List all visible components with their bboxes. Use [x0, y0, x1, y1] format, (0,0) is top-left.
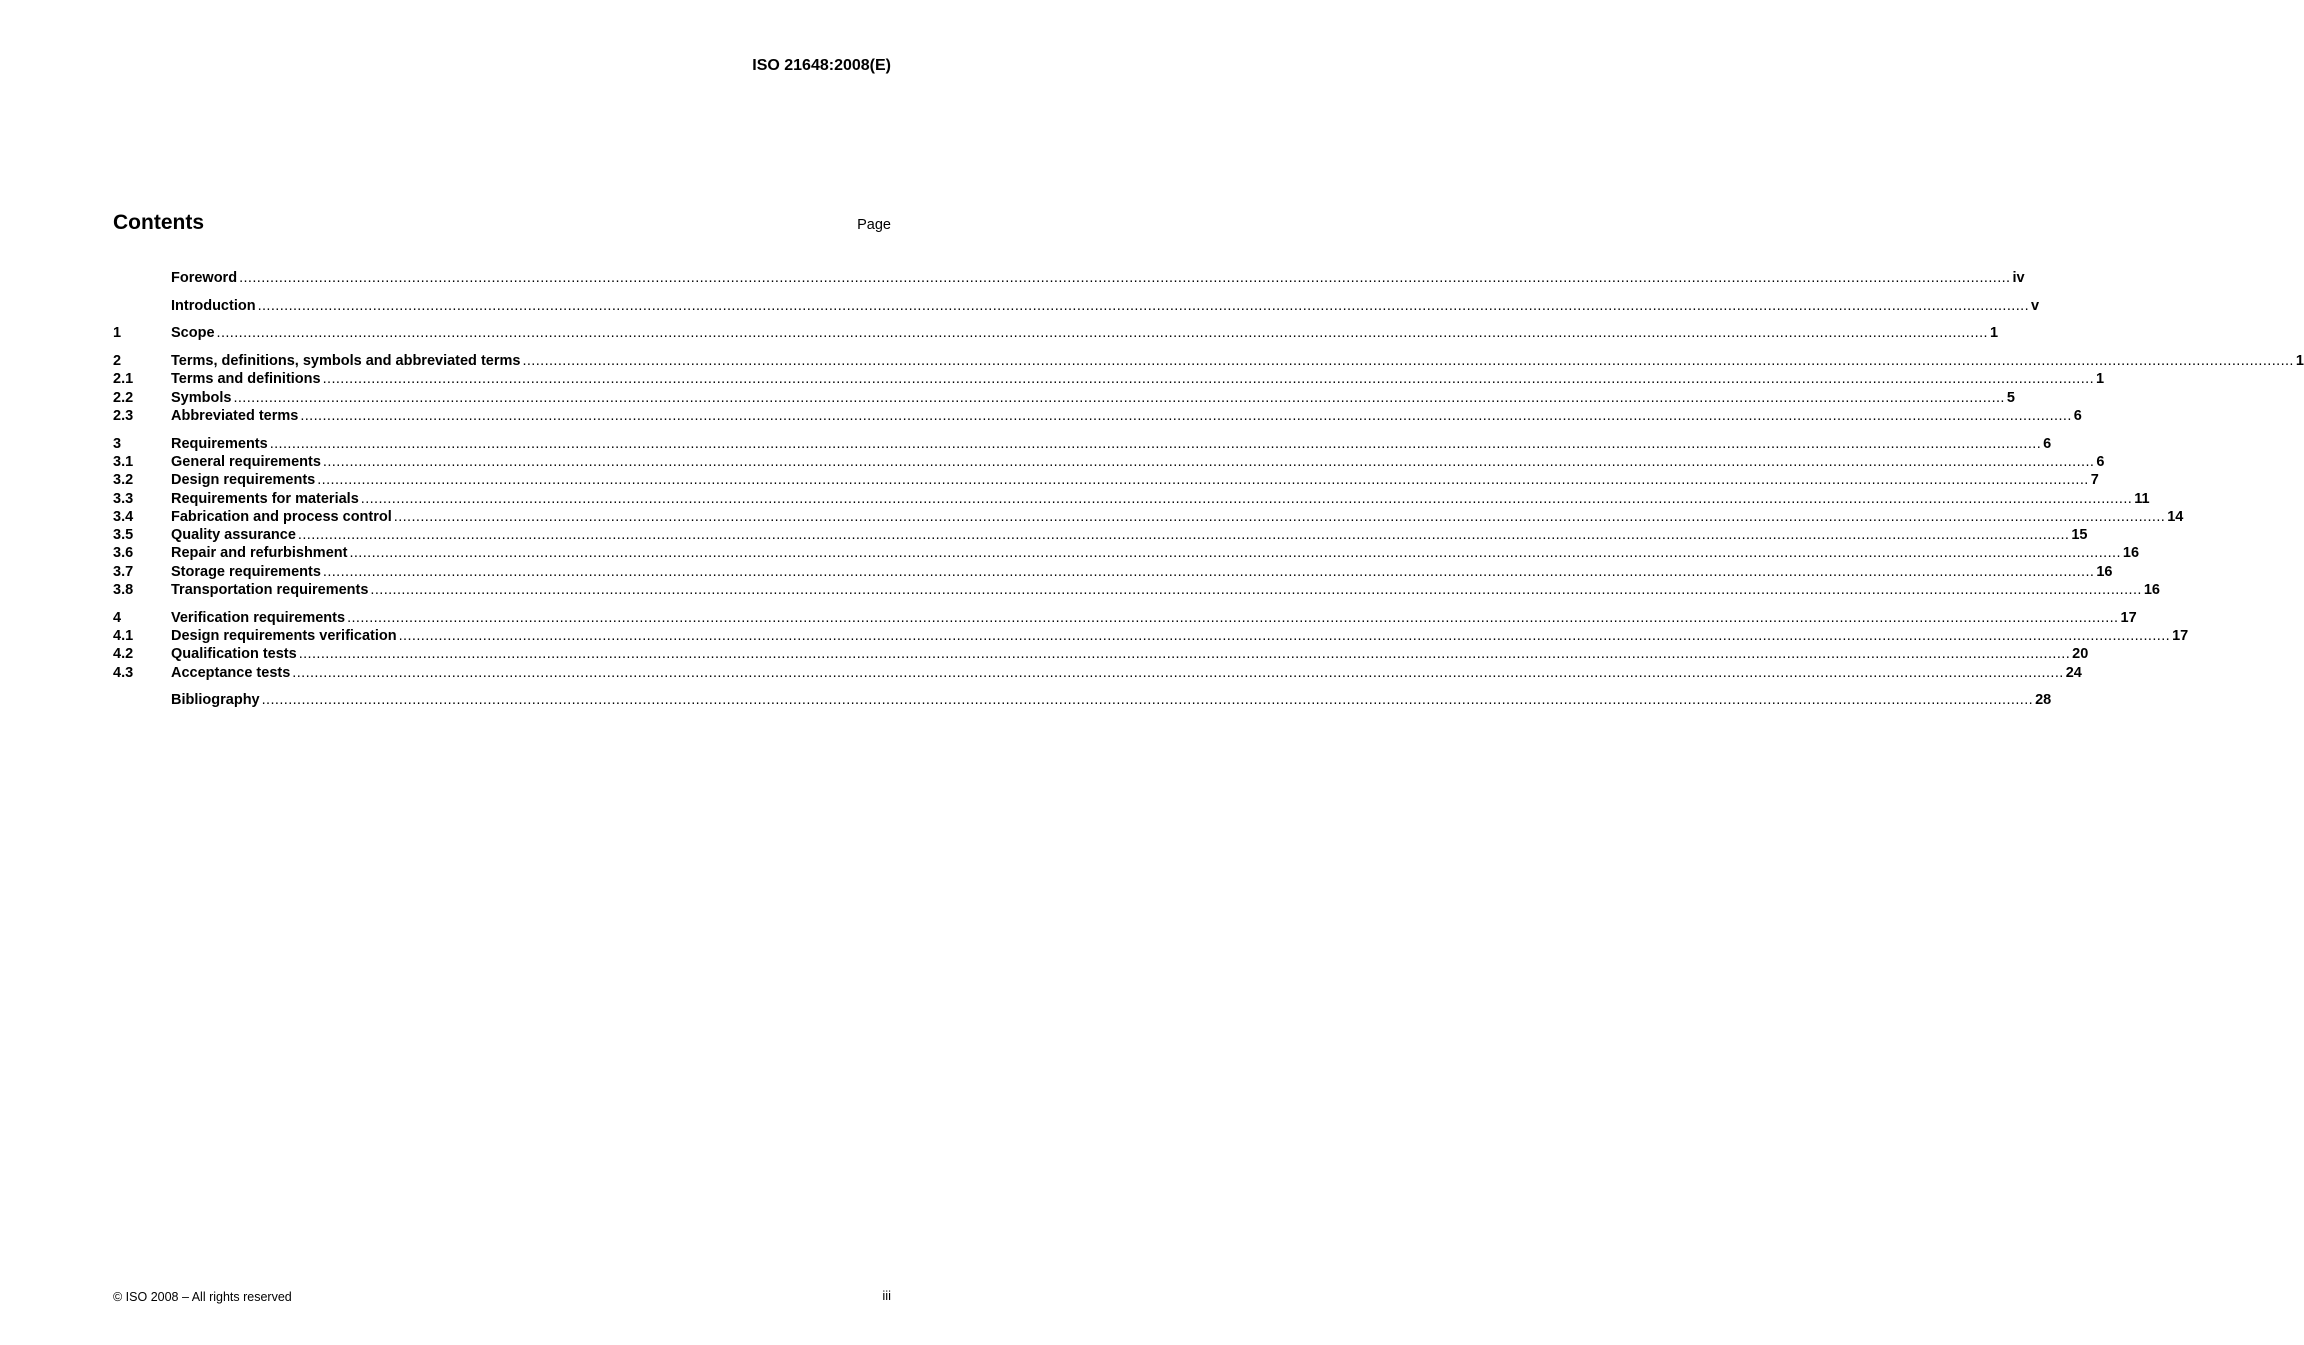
dot-leader: ................................................................................................................................................................................................................................................................................................................................................................................................................ [257, 297, 2030, 314]
toc-entry[interactable] [113, 370, 2105, 388]
dot-leader: ................................................................................................................................................................................................................................................................................................................................................................................................................ [298, 646, 2071, 663]
toc-entry-number: 3 [113, 435, 122, 452]
toc-entry[interactable] [113, 691, 2052, 709]
toc-entry-page[interactable]: 1 [2295, 353, 2304, 370]
toc-entry-page[interactable]: 11 [2134, 490, 2150, 507]
toc-entry[interactable] [113, 508, 2184, 526]
toc-entry-title[interactable]: Requirements for materials [171, 490, 359, 507]
contents-heading: Contents [113, 211, 204, 234]
toc-entry-page[interactable]: iv [2012, 270, 2025, 286]
page-column-label: Page [857, 217, 891, 233]
toc-entry-page[interactable]: 5 [2006, 389, 2015, 406]
toc-entry-page[interactable]: 24 [2065, 664, 2082, 681]
toc-entry-number: 4 [113, 609, 122, 626]
table-of-contents [113, 269, 2304, 710]
toc-entry-number: 2.2 [113, 389, 134, 406]
toc-entry-number: 3.2 [113, 472, 134, 489]
toc-entry-title[interactable]: Abbreviated terms [171, 407, 299, 424]
toc-entry-page[interactable]: 16 [2096, 563, 2113, 580]
toc-entry-page[interactable]: 20 [2072, 646, 2089, 663]
toc-entry-title[interactable]: Bibliography [171, 692, 260, 709]
toc-entry-title[interactable]: Terms and definitions [171, 371, 321, 388]
dot-leader: ................................................................................................................................................................................................................................................................................................................................................................................................................ [370, 582, 2142, 599]
toc-entry[interactable] [113, 471, 2099, 489]
toc-entry[interactable] [113, 664, 2082, 682]
dot-leader: ................................................................................................................................................................................................................................................................................................................................................................................................................ [216, 325, 1988, 342]
toc-entry-title[interactable]: Requirements [171, 435, 268, 452]
toc-entry[interactable] [113, 324, 1999, 342]
toc-entry-page[interactable]: 16 [2122, 545, 2140, 562]
dot-leader: ................................................................................................................................................................................................................................................................................................................................................................................................................ [300, 407, 2072, 424]
toc-entry-title[interactable]: General requirements [171, 453, 321, 470]
toc-entry-title[interactable]: Qualification tests [171, 646, 297, 663]
toc-entry-title[interactable]: Foreword [171, 270, 238, 286]
dot-leader: ................................................................................................................................................................................................................................................................................................................................................................................................................ [322, 453, 2095, 470]
dot-leader: ................................................................................................................................................................................................................................................................................................................................................................................................................ [269, 435, 2042, 452]
toc-entry-page[interactable]: v [2031, 297, 2040, 314]
toc-entry-number: 4.3 [113, 664, 134, 681]
dot-leader: ................................................................................................................................................................................................................................................................................................................................................................................................................ [522, 353, 2294, 370]
toc-entry[interactable] [113, 544, 2140, 562]
toc-entry[interactable] [113, 645, 2089, 663]
dot-leader: ................................................................................................................................................................................................................................................................................................................................................................................................................ [347, 609, 2119, 626]
toc-entry-page[interactable]: 17 [2120, 609, 2137, 626]
toc-entry-title[interactable]: Transportation requirements [171, 582, 369, 599]
dot-leader: ................................................................................................................................................................................................................................................................................................................................................................................................................ [239, 270, 2011, 286]
dot-leader: ................................................................................................................................................................................................................................................................................................................................................................................................................ [233, 389, 2005, 406]
toc-entry-title[interactable]: Acceptance tests [171, 664, 291, 681]
toc-entry[interactable] [113, 490, 2150, 508]
document-id: ISO 21648:2008(E) [752, 57, 891, 74]
toc-entry-title[interactable]: Repair and refurbishment [171, 545, 348, 562]
toc-entry-title[interactable]: Design requirements verification [171, 628, 397, 644]
toc-entry[interactable] [113, 435, 2052, 453]
toc-entry-title[interactable]: Verification requirements [171, 609, 346, 626]
toc-entry-number: 3.4 [113, 508, 134, 525]
toc-entry-number: 2.1 [113, 371, 134, 388]
dot-leader: ................................................................................................................................................................................................................................................................................................................................................................................................................ [297, 527, 2070, 544]
toc-entry[interactable] [113, 581, 2160, 599]
toc-entry-page[interactable]: 28 [2035, 692, 2052, 709]
toc-entry-page[interactable]: 15 [2071, 527, 2088, 544]
toc-entry[interactable] [113, 269, 2025, 287]
toc-entry[interactable] [113, 352, 2304, 370]
toc-entry-title[interactable]: Fabrication and process control [171, 508, 392, 525]
toc-entry[interactable] [113, 526, 2088, 544]
toc-entry-number: 3.7 [113, 563, 134, 580]
dot-leader: ................................................................................................................................................................................................................................................................................................................................................................................................................ [322, 371, 2095, 388]
dot-leader: ................................................................................................................................................................................................................................................................................................................................................................................................................ [393, 508, 2166, 525]
toc-entry-title[interactable]: Quality assurance [171, 527, 296, 544]
toc-entry-title[interactable]: Symbols [171, 389, 232, 406]
toc-entry-number: 4.2 [113, 646, 134, 663]
toc-entry-title[interactable]: Terms, definitions, symbols and abbreviated terms [171, 353, 521, 370]
toc-entry[interactable] [113, 453, 2105, 471]
toc-entry-page[interactable]: 14 [2167, 508, 2184, 525]
toc-entry[interactable] [113, 389, 2015, 407]
toc-entry-page[interactable]: 6 [2073, 407, 2082, 424]
toc-entry-page[interactable]: 6 [2096, 453, 2105, 470]
toc-entry[interactable] [113, 563, 2113, 581]
toc-entry-number: 2.3 [113, 407, 134, 424]
toc-entry-page[interactable]: 17 [2172, 628, 2189, 644]
toc-entry-title[interactable]: Storage requirements [171, 563, 321, 580]
toc-entry-number: 1 [113, 325, 122, 342]
toc-entry-number: 3.3 [113, 490, 134, 507]
dot-leader: ................................................................................................................................................................................................................................................................................................................................................................................................................ [317, 472, 2089, 489]
toc-entry[interactable] [113, 407, 2082, 425]
toc-entry-page[interactable]: 6 [2043, 435, 2052, 452]
toc-entry-title[interactable]: Scope [171, 325, 215, 342]
dot-leader: ................................................................................................................................................................................................................................................................................................................................................................................................................ [349, 545, 2121, 562]
toc-entry-page[interactable]: 1 [2096, 371, 2105, 388]
dot-leader: ................................................................................................................................................................................................................................................................................................................................................................................................................ [261, 692, 2034, 709]
dot-leader: ................................................................................................................................................................................................................................................................................................................................................................................................................ [322, 563, 2095, 580]
toc-entry-number: 3.5 [113, 527, 134, 544]
footer-page-number: iii [882, 1288, 891, 1303]
toc-entry-title[interactable]: Design requirements [171, 472, 316, 489]
toc-entry[interactable] [113, 627, 2189, 645]
dot-leader: ................................................................................................................................................................................................................................................................................................................................................................................................................ [398, 628, 2171, 644]
toc-entry-number: 3.8 [113, 582, 134, 599]
toc-entry-page[interactable]: 1 [1989, 325, 1999, 342]
dot-leader: ................................................................................................................................................................................................................................................................................................................................................................................................................ [360, 490, 2133, 507]
dot-leader: ................................................................................................................................................................................................................................................................................................................................................................................................................ [292, 664, 2064, 681]
footer-copyright: © ISO 2008 – All rights reserved [113, 1290, 292, 1304]
toc-entry-number: 2 [113, 353, 122, 370]
toc-entry-number: 3.1 [113, 453, 134, 470]
toc-entry[interactable] [113, 297, 2040, 315]
toc-entry-number: 4.1 [113, 628, 134, 644]
toc-entry-number: 3.6 [113, 545, 134, 562]
toc-entry-page[interactable]: 16 [2143, 582, 2160, 599]
toc-entry-title[interactable]: Introduction [171, 297, 256, 314]
toc-entry-page[interactable]: 7 [2090, 472, 2099, 489]
toc-entry[interactable] [113, 609, 2137, 627]
